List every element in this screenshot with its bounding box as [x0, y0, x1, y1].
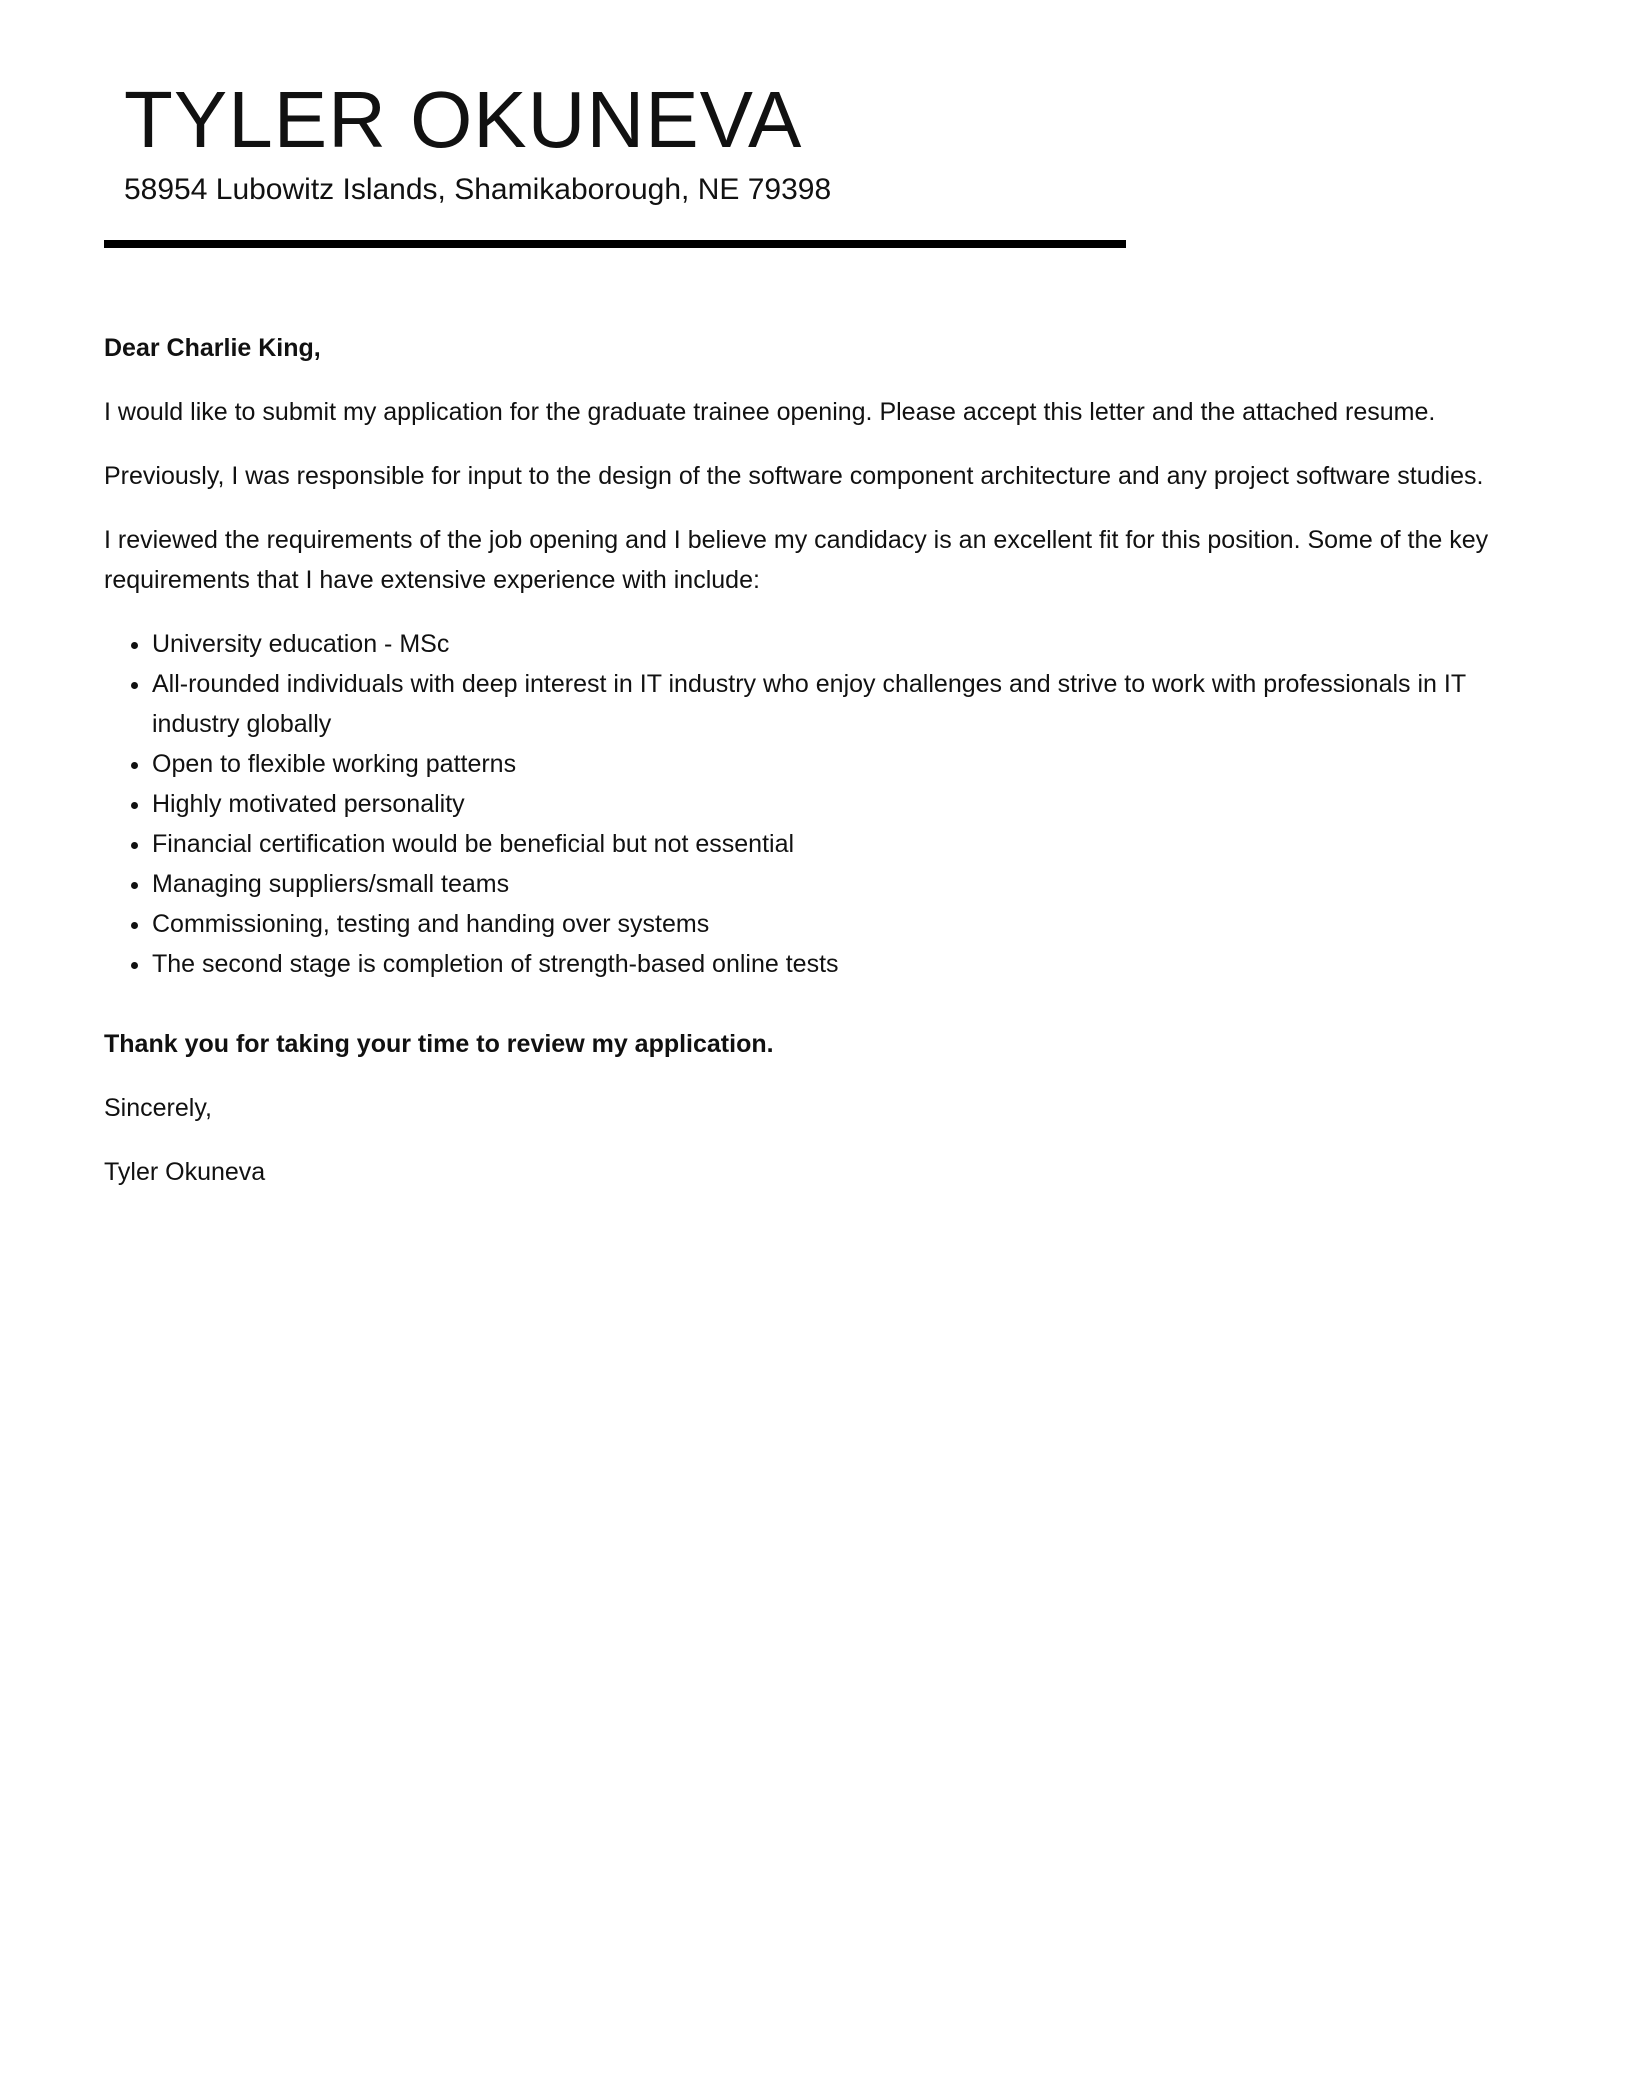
- signoff: Sincerely,: [104, 1094, 212, 1122]
- letter-header: [124, 72, 831, 210]
- list-item: • Commissioning, testing and handing over systems: [152, 904, 1536, 944]
- list-item: • Financial certification would be beneficial but not essential: [152, 824, 1536, 864]
- list-item: • Open to flexible working patterns: [152, 744, 1536, 784]
- signature-name: Tyler Okuneva: [104, 1158, 266, 1186]
- list-item: • All-rounded individuals with deep interest in IT industry who enjoy challenges and strive to work with professionals in IT industry globally: [152, 664, 1536, 744]
- list-item: • The second stage is completion of strength-based online tests: [152, 944, 1536, 984]
- list-item: • Highly motivated personality: [152, 784, 1536, 824]
- applicant-address: 58954 Lubowitz Islands, Shamikaborough, NE 79398: [124, 173, 832, 206]
- list-item: • University education - MSc: [152, 624, 1536, 664]
- list-item: • Managing suppliers/small teams: [152, 864, 1536, 904]
- requirements-intro-paragraph: I reviewed the requirements of the job opening and I believe my candidacy is an excellent fit for this position. Some of the key requirements that I have extensive experience with include:: [104, 526, 1489, 594]
- applicant-name: TYLER OKUNEVA: [124, 75, 803, 164]
- letter-body: [104, 328, 1536, 1216]
- closing-line: Thank you for taking your time to review my application.: [104, 1030, 774, 1058]
- intro-paragraph: I would like to submit my application for the graduate trainee opening. Please accept this letter and the attached resume.: [104, 398, 1436, 426]
- salutation: Dear Charlie King,: [104, 334, 321, 362]
- requirements-list: [104, 624, 1536, 984]
- experience-paragraph: Previously, I was responsible for input to the design of the software component architecture and any project software studies.: [104, 462, 1484, 490]
- header-divider: [104, 240, 1126, 248]
